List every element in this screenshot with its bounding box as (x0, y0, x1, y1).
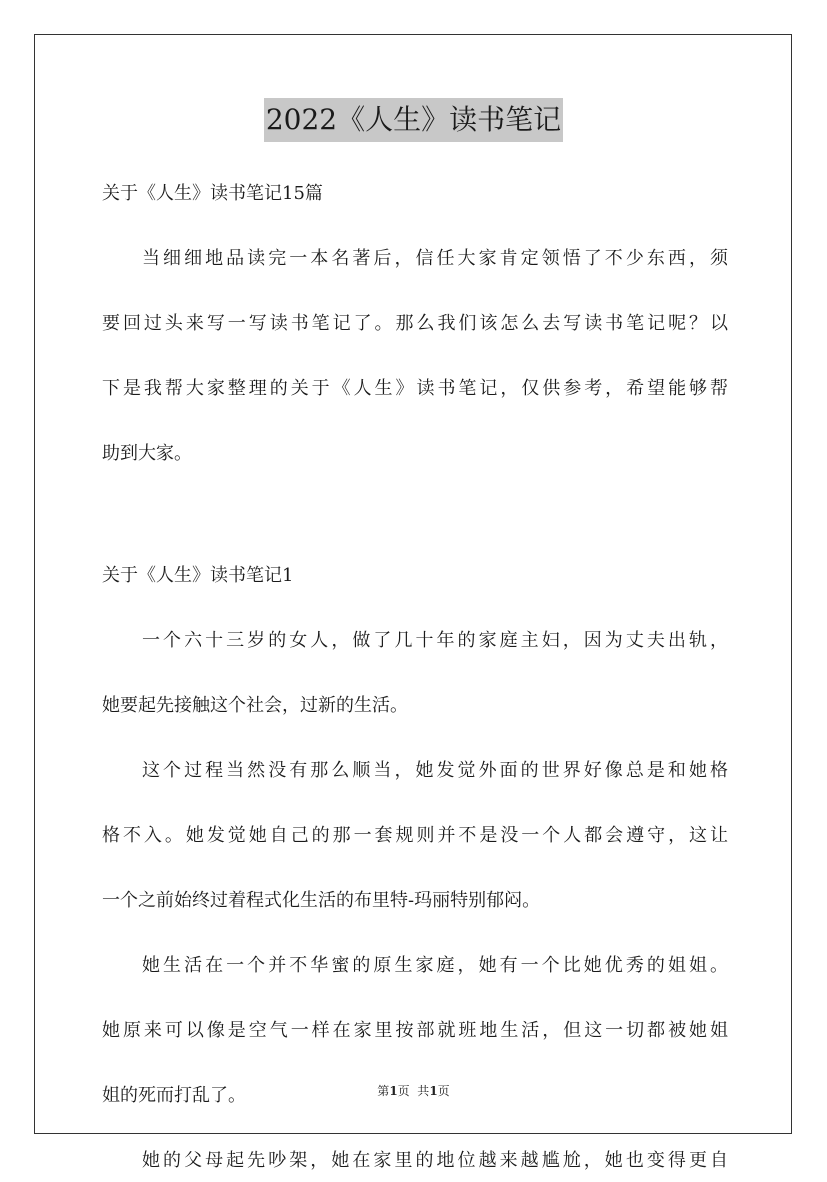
document-title: 2022《人生》读书笔记 (264, 98, 563, 142)
document-body (102, 172, 728, 1182)
page-current: 1 (389, 1084, 398, 1098)
page-label-mid: 页 共 (397, 1084, 430, 1098)
paragraph-line: 她生活在一个并不华蜜的原生家庭，她有一个比她优秀的姐姐。 (142, 955, 728, 976)
paragraph-line: 格不入。她发觉她自己的那一套规则并不是没一个人都会遵守，这让 (102, 825, 728, 846)
paragraph-line: 姐的死而打乱了。 (102, 1085, 246, 1106)
paragraph-line: 一个六十三岁的女人，做了几十年的家庭主妇，因为丈夫出轨， (142, 630, 728, 651)
paragraph-line: 一个之前始终过着程式化生活的布里特-玛丽特别郁闷。 (102, 890, 541, 911)
paragraph-line: 她的父母起先吵架，她在家里的地位越来越尴尬，她也变得更自 (142, 1150, 728, 1171)
intro-line: 要回过头来写一写读书笔记了。那么我们该怎么去写读书笔记呢？以 (102, 313, 728, 334)
document-subtitle: 关于《人生》读书笔记15篇 (102, 183, 323, 204)
paragraph-line: 她原来可以像是空气一样在家里按部就班地生活，但这一切都被她姐 (102, 1020, 728, 1041)
intro-line: 当细细地品读完一本名著后，信任大家肯定领悟了不少东西，须 (142, 248, 728, 269)
intro-line: 助到大家。 (102, 443, 192, 464)
page-total: 1 (429, 1084, 438, 1098)
section-heading: 关于《人生》读书笔记1 (102, 565, 294, 586)
paragraph-line: 这个过程当然没有那么顺当，她发觉外面的世界好像总是和她格 (142, 760, 728, 781)
intro-line: 下是我帮大家整理的关于《人生》读书笔记，仅供参考，希望能够帮 (102, 378, 728, 399)
paragraph-line: 她要起先接触这个社会，过新的生活。 (102, 695, 408, 716)
page-label-suffix: 页 (437, 1084, 450, 1098)
page-footer (0, 1082, 827, 1099)
title-wrap (0, 98, 827, 142)
page-label-prefix: 第 (377, 1084, 390, 1098)
